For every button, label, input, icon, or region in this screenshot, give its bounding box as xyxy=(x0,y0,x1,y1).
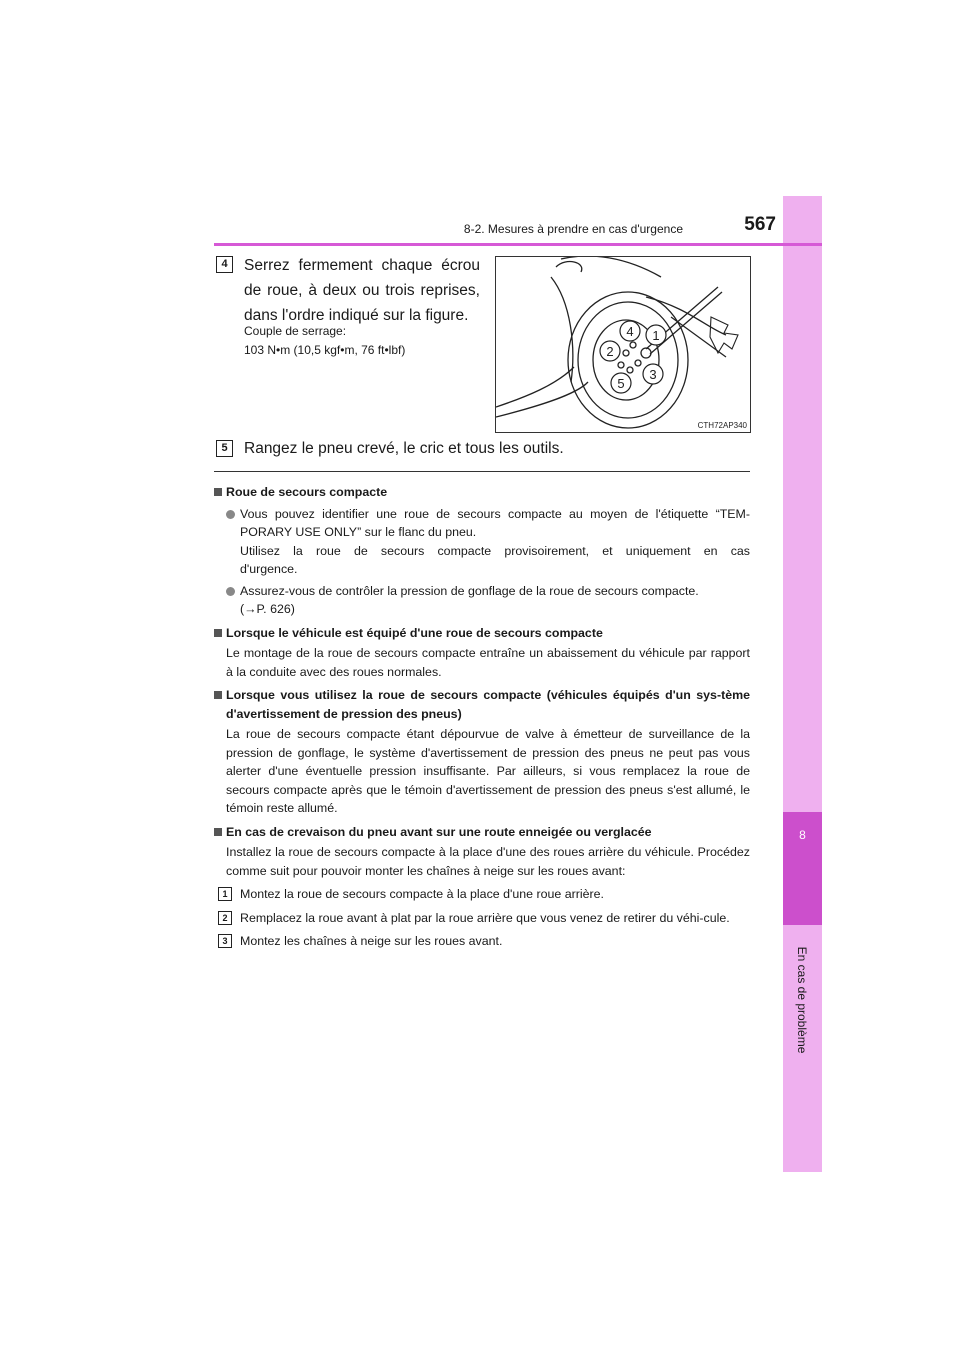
snow-step-2 xyxy=(214,909,750,928)
note-bullet-identify: Vous pouvez identifier une roue de secours compacte au moyen de l'étiquette “TEM- PORARY USE ONLY” sur le flanc du pneu. Utilisez la roue de secours compacte provisoirement, et uniquement en cas d'urgence. xyxy=(214,505,750,579)
square-bullet-icon xyxy=(214,828,222,836)
wheel-illustration xyxy=(496,257,750,432)
torque-value: 103 N•m (10,5 kgf•m, 76 ft•lbf) xyxy=(244,343,406,357)
snow-step-2-text: Remplacez la roue avant à plat par la roue arrière que vous venez de retirer du véhi-cule. xyxy=(240,910,730,925)
note-bullet-pressure: Assurez-vous de contrôler la pression de gonflage de la roue de secours compacte. (→P. 626) xyxy=(214,582,750,619)
snow-step-2-number: 2 xyxy=(218,911,232,925)
nut-label-3: 3 xyxy=(649,367,657,382)
note-text-tpws: La roue de secours compacte étant dépourvue de valve à émetteur de surveillance de la pression de gonflage, le système d'avertissement de pression des pneus ne peut pas vous alerter d'une éventuelle pression insuffisante. Par ailleurs, si vous remplacez la roue de secours compacte après que le témoin d'avertissement de pression des pneus s'est allumé, le témoin reste allumé. xyxy=(226,727,750,815)
note-heading-snow: En cas de crevaison du pneu avant sur une route enneigée ou verglacée xyxy=(214,823,750,842)
separator-rule xyxy=(214,471,750,472)
chapter-number: 8 xyxy=(799,828,806,842)
nut-label-2: 2 xyxy=(606,344,614,359)
torque-label: Couple de serrage: xyxy=(244,324,347,338)
step-4-number: 4 xyxy=(216,256,233,273)
step-5-number: 5 xyxy=(216,440,233,457)
step-4-text: Serrez fermement chaque écrou de roue, à deux ou trois reprises, dans l'ordre indiqué sur la figure. xyxy=(244,257,480,324)
snow-step-3-text: Montez les chaînes à neige sur les roues avant. xyxy=(240,934,503,948)
square-bullet-icon xyxy=(214,488,222,496)
circle-bullet-icon xyxy=(226,587,235,596)
snow-step-1-text: Montez la roue de secours compacte à la place d'une roue arrière. xyxy=(240,887,604,901)
note-heading-equipped: Lorsque le véhicule est équipé d'une roue de secours compacte xyxy=(214,624,750,643)
square-bullet-icon xyxy=(214,629,222,637)
nut-label-5: 5 xyxy=(617,376,625,391)
snow-step-3-number: 3 xyxy=(218,934,232,948)
note-text-snow: Installez la roue de secours compacte à la place d'une des roues arrière du véhicule. Procédez comme suit pour pouvoir monter les chaînes à neige sur les roues avant: xyxy=(226,845,750,878)
snow-step-1 xyxy=(214,885,750,904)
figure-code: CTH72AP340 xyxy=(697,421,747,430)
circle-bullet-icon xyxy=(226,510,235,519)
chapter-title: En cas de problème xyxy=(795,946,809,1054)
step-5-text: Rangez le pneu crevé, le cric et tous les outils. xyxy=(244,440,564,457)
notes-section xyxy=(214,483,750,951)
square-bullet-icon xyxy=(214,691,222,699)
note-heading-spare: Roue de secours compacte xyxy=(214,483,750,502)
snow-step-1-number: 1 xyxy=(218,887,232,901)
page-number: 567 xyxy=(744,214,776,235)
wheel-nut-figure xyxy=(495,256,751,433)
note-text-equipped: Le montage de la roue de secours compacte entraîne un abaissement du véhicule par rapport à la conduite avec des roues normales. xyxy=(226,646,750,679)
note-heading-tpws: Lorsque vous utilisez la roue de secours compacte (véhicules équipés d'un sys-tème d'avertissement de pression des pneus) xyxy=(214,686,750,723)
header-rule xyxy=(214,243,822,246)
nut-label-4: 4 xyxy=(626,324,634,339)
section-title: 8-2. Mesures à prendre en cas d'urgence xyxy=(463,222,683,236)
nut-label-1: 1 xyxy=(652,328,660,343)
torque-spec xyxy=(244,322,405,360)
snow-step-3 xyxy=(214,932,750,951)
